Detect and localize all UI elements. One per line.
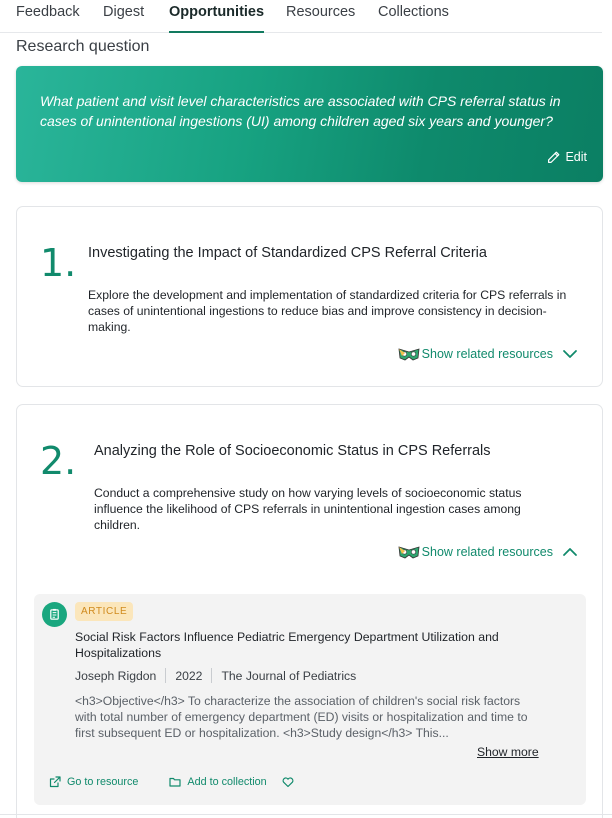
show-related-label: Show related resources [421, 545, 553, 559]
research-question-card [16, 66, 603, 182]
edit-button[interactable] [547, 150, 587, 164]
tab-resources[interactable]: Resources [286, 4, 356, 20]
edit-label: Edit [565, 150, 587, 164]
heart-icon [282, 776, 294, 788]
tab-feedback[interactable]: Feedback [16, 4, 80, 20]
tab-opportunities[interactable]: Opportunities [169, 4, 264, 33]
resource-card [34, 594, 586, 805]
opportunity-card-1 [16, 206, 603, 387]
opportunity-number: 1. [40, 241, 77, 285]
hide-related-resources-button[interactable] [398, 545, 578, 559]
tab-digest[interactable]: Digest [103, 4, 145, 20]
bottom-divider [0, 814, 612, 815]
resource-meta [75, 668, 356, 683]
research-question-text: What patient and visit level characteristics are associated with CPS referral status in cases of unintentional ingestions (UI) among children aged six years and younger? [40, 93, 561, 129]
mask-icon [398, 347, 420, 361]
add-to-collection-label: Add to collection [187, 776, 267, 788]
opportunity-description: Conduct a comprehensive study on how varying levels of socioeconomic status influence the likelihood of CPS referrals in unintentional ingestion cases among children. [94, 486, 522, 532]
mask-icon [398, 545, 420, 559]
opportunity-number: 2. [40, 439, 77, 483]
document-icon [42, 602, 67, 627]
tab-collections[interactable]: Collections [378, 4, 449, 20]
resource-type-badge: ARTICLE [75, 602, 133, 621]
go-to-resource-label: Go to resource [67, 776, 139, 788]
resource-title: Social Risk Factors Influence Pediatric Emergency Department Utilization and Hospitalizations [75, 630, 499, 660]
chevron-up-icon [562, 547, 578, 557]
add-to-collection-button[interactable] [169, 776, 266, 788]
research-question-heading: Research question [16, 38, 150, 55]
resource-actions [49, 776, 294, 788]
external-link-icon [49, 776, 61, 788]
show-related-resources-button[interactable] [398, 347, 578, 361]
opportunity-description: Explore the development and implementation of standardized criteria for CPS referrals in cases of unintentional ingestions to reduce bias and improve consistency in decision-making. [88, 288, 567, 334]
opportunity-card-2 [16, 404, 603, 818]
resource-year: 2022 [175, 668, 203, 683]
show-more-link[interactable]: Show more [477, 745, 539, 759]
pencil-icon [547, 151, 560, 164]
resource-author: Joseph Rigdon [75, 668, 157, 683]
opportunity-title: Investigating the Impact of Standardized CPS Referral Criteria [88, 245, 487, 261]
opportunity-title: Analyzing the Role of Socioeconomic Status in CPS Referrals [94, 443, 491, 459]
chevron-down-icon [562, 349, 578, 359]
resource-journal: The Journal of Pediatrics [221, 668, 357, 683]
tab-bar [0, 0, 602, 33]
show-related-label: Show related resources [421, 347, 553, 361]
go-to-resource-button[interactable] [49, 776, 138, 788]
resource-abstract: <h3>Objective</h3> To characterize the association of children's social risk factors with total number of emergency department (ED) visits or hospitalization and time to first subsequent ED or hospitalization. <h3>Study design</h3> This... [75, 694, 528, 740]
meta-divider [165, 668, 166, 683]
folder-icon [169, 776, 181, 788]
meta-divider [211, 668, 212, 683]
favorite-button[interactable] [282, 776, 294, 788]
